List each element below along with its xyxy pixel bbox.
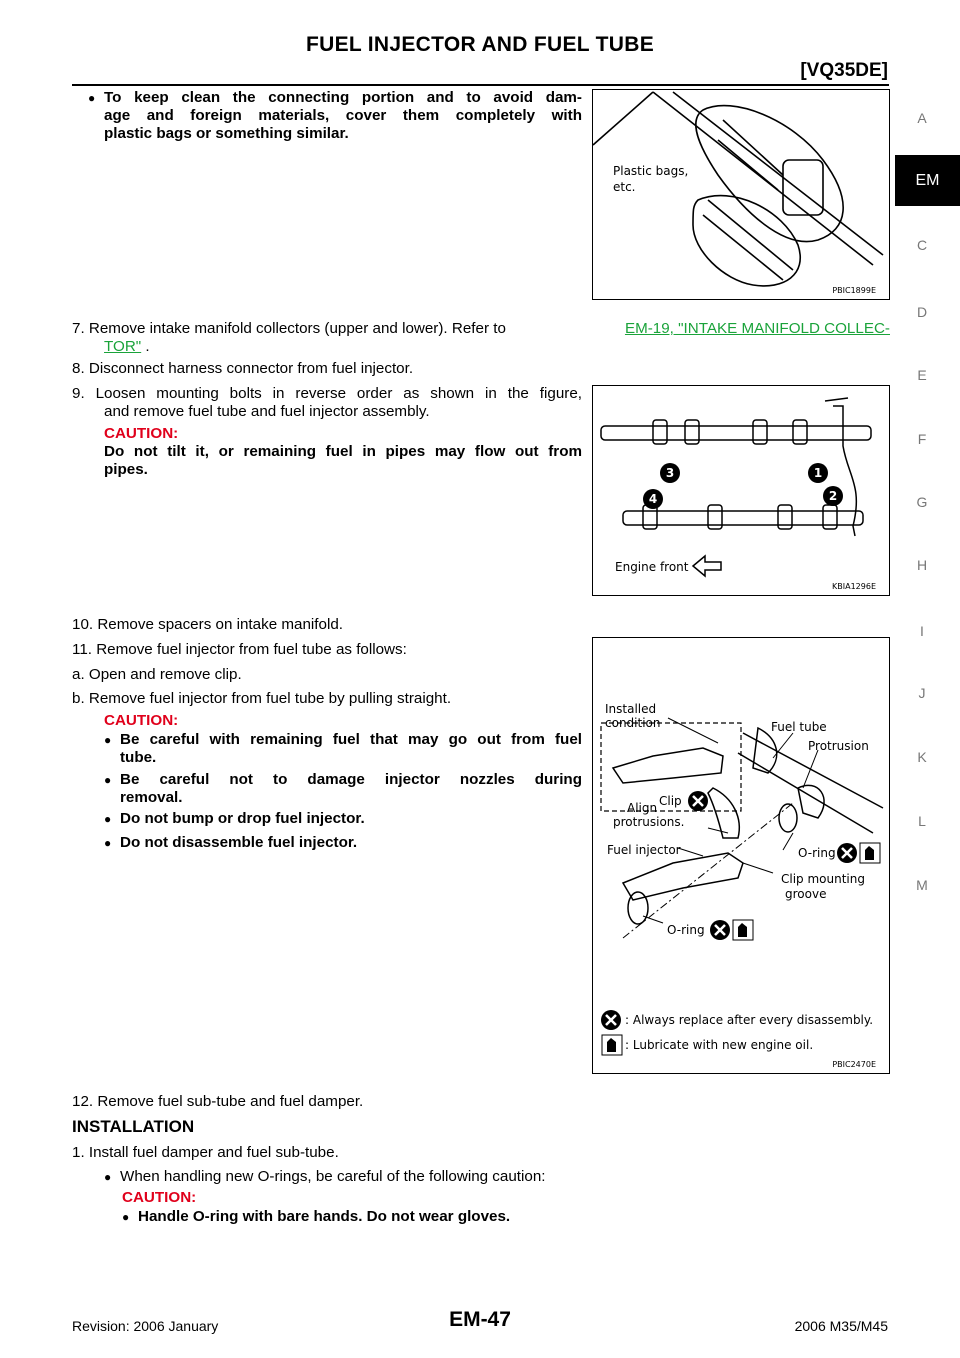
install-step-1-bullet-text: When handling new O-rings, be careful of the following caution: (120, 1168, 546, 1185)
step-12: 12. Remove fuel sub-tube and fuel damper. (72, 1093, 364, 1110)
bullet-dot: ● (104, 733, 112, 747)
bolt-3-number: 3 (665, 466, 675, 480)
bullet-keep-clean (88, 89, 582, 143)
figure-plastic-bags (592, 89, 890, 300)
model-year: 2006 M35/M45 (794, 1318, 888, 1334)
step-7-text: 7. Remove intake manifold collectors (upper and lower). Refer to (72, 320, 506, 337)
install-step-1-bullet (104, 1168, 546, 1186)
side-index-k[interactable]: K (917, 749, 927, 765)
caution-11-item-2-l1: Be careful not to damage injector nozzles during (120, 771, 582, 788)
fig2-engine-front: Engine front (615, 560, 689, 574)
fig3-installed-l1: Installed (605, 702, 657, 716)
bullet-dot: ● (104, 836, 112, 850)
caution-9 (104, 443, 582, 479)
bullet-keep-clean-l2: age and foreign materials, cover them completely with (104, 107, 582, 124)
bullet-dot: ● (88, 91, 96, 105)
fig3-align-l1: Align (627, 801, 658, 815)
bolt-2-number: 2 (828, 489, 838, 503)
side-index-a[interactable]: A (917, 110, 927, 126)
step-11a: a. Open and remove clip. (72, 666, 242, 683)
step-8: 8. Disconnect harness connector from fuel injector. (72, 360, 414, 377)
fig1-label-l2: etc. (613, 180, 636, 194)
step-9-l1: 9. Loosen mounting bolts in reverse order as shown in the figure, (72, 385, 582, 402)
fig3-align-l2: protrusions. (613, 815, 685, 829)
bullet-dot: ● (104, 1170, 112, 1184)
step-7-link-line1[interactable]: EM-19, "INTAKE MANIFOLD COLLEC- (624, 320, 890, 337)
side-index-c[interactable]: C (916, 237, 928, 253)
side-index-l[interactable]: L (918, 813, 926, 829)
fig1-label-l1: Plastic bags, (613, 164, 689, 178)
page-title: FUEL INJECTOR AND FUEL TUBE (305, 33, 655, 56)
fig3-fuel-injector: Fuel injector (607, 843, 681, 857)
caution-9-l2: pipes. (104, 461, 148, 478)
side-index-em-active[interactable]: EM (895, 155, 960, 206)
header-rule (72, 84, 889, 86)
figure-bolt-order (592, 385, 890, 596)
bullet-dot: ● (122, 1210, 130, 1224)
caution-11-item-4 (104, 834, 357, 852)
fig3-legend-replace: : Always replace after every disassembly. (625, 1013, 874, 1027)
figure-injector-removal (592, 637, 890, 1074)
fig2-code: KBIA1296E (832, 582, 876, 591)
fig3-protrusion: Protrusion (808, 739, 869, 753)
bullet-keep-clean-l1: To keep clean the connecting portion and to avoid dam- (104, 89, 582, 106)
revision-date: Revision: 2006 January (72, 1318, 219, 1334)
bolt-4-number: 4 (648, 492, 658, 506)
caution-11-item-4-text: Do not disassemble fuel injector. (120, 834, 358, 851)
fig3-clip-mount-l1: Clip mounting (781, 872, 865, 886)
arrow-left-icon (693, 556, 721, 576)
fig3-code: PBIC2470E (832, 1060, 876, 1069)
fig3-fuel-tube: Fuel tube (771, 720, 827, 734)
lubricate-icon (733, 920, 753, 940)
install-step-1: 1. Install fuel damper and fuel sub-tube. (72, 1144, 339, 1161)
replace-icon (688, 791, 708, 811)
fig1-code: PBIC1899E (832, 286, 876, 295)
step-9-l2: and remove fuel tube and fuel injector assembly. (104, 403, 430, 420)
fig3-clip: Clip (659, 794, 682, 808)
replace-icon (837, 843, 857, 863)
side-index-h[interactable]: H (916, 557, 928, 573)
step-9 (72, 385, 582, 421)
step-7 (72, 320, 890, 356)
lubricate-icon (602, 1035, 622, 1055)
side-index-j[interactable]: J (918, 685, 926, 701)
step-11b: b. Remove fuel injector from fuel tube by pulling straight. (72, 690, 452, 707)
fig3-installed-l2: condition (605, 716, 661, 730)
install-caution-bullet (122, 1208, 510, 1226)
bullet-dot: ● (104, 773, 112, 787)
caution-11-item-3-text: Do not bump or drop fuel injector. (120, 810, 365, 827)
step-7-end: . (141, 338, 150, 355)
caution-label-9: CAUTION: (104, 425, 179, 442)
side-index-f[interactable]: F (917, 431, 927, 447)
caution-11-item-2 (104, 771, 582, 807)
replace-icon (601, 1010, 621, 1030)
side-index-g[interactable]: G (916, 494, 928, 510)
caution-label-11: CAUTION: (104, 712, 179, 729)
caution-11-item-1 (104, 731, 582, 767)
step-10: 10. Remove spacers on intake manifold. (72, 616, 343, 633)
plastic-bags-illustration (593, 90, 889, 299)
bullet-dot: ● (104, 812, 112, 826)
fig3-legend-lube: : Lubricate with new engine oil. (625, 1038, 814, 1052)
step-11: 11. Remove fuel injector from fuel tube as follows: (72, 641, 407, 658)
lubricate-icon (860, 843, 880, 863)
page-number: EM-47 (449, 1308, 511, 1331)
fig3-clip-mount-l2: groove (785, 887, 827, 901)
bullet-keep-clean-l3: plastic bags or something similar. (104, 125, 349, 142)
side-index-d[interactable]: D (916, 304, 928, 320)
caution-11-item-2-l2: removal. (120, 789, 183, 806)
bolt-1-number: 1 (813, 466, 823, 480)
caution-11-item-3 (104, 810, 365, 828)
side-index-i[interactable]: I (920, 623, 924, 639)
fig3-oring-right: O-ring (798, 846, 836, 860)
caution-label-install: CAUTION: (122, 1189, 197, 1206)
step-7-link-line2[interactable]: TOR" (104, 338, 142, 355)
caution-9-l1: Do not tilt it, or remaining fuel in pipes may flow out from (104, 443, 582, 460)
replace-icon (710, 920, 730, 940)
install-caution-bullet-text: Handle O-ring with bare hands. Do not wear gloves. (138, 1208, 511, 1225)
fig3-oring-left: O-ring (667, 923, 705, 937)
installation-heading: INSTALLATION (72, 1117, 195, 1136)
engine-code: [VQ35DE] (800, 60, 888, 81)
caution-11-item-1-l1: Be careful with remaining fuel that may go out from fuel (120, 731, 582, 748)
caution-11-item-1-l2: tube. (120, 749, 157, 766)
side-index-e[interactable]: E (917, 367, 927, 383)
side-index-m[interactable]: M (916, 877, 928, 893)
